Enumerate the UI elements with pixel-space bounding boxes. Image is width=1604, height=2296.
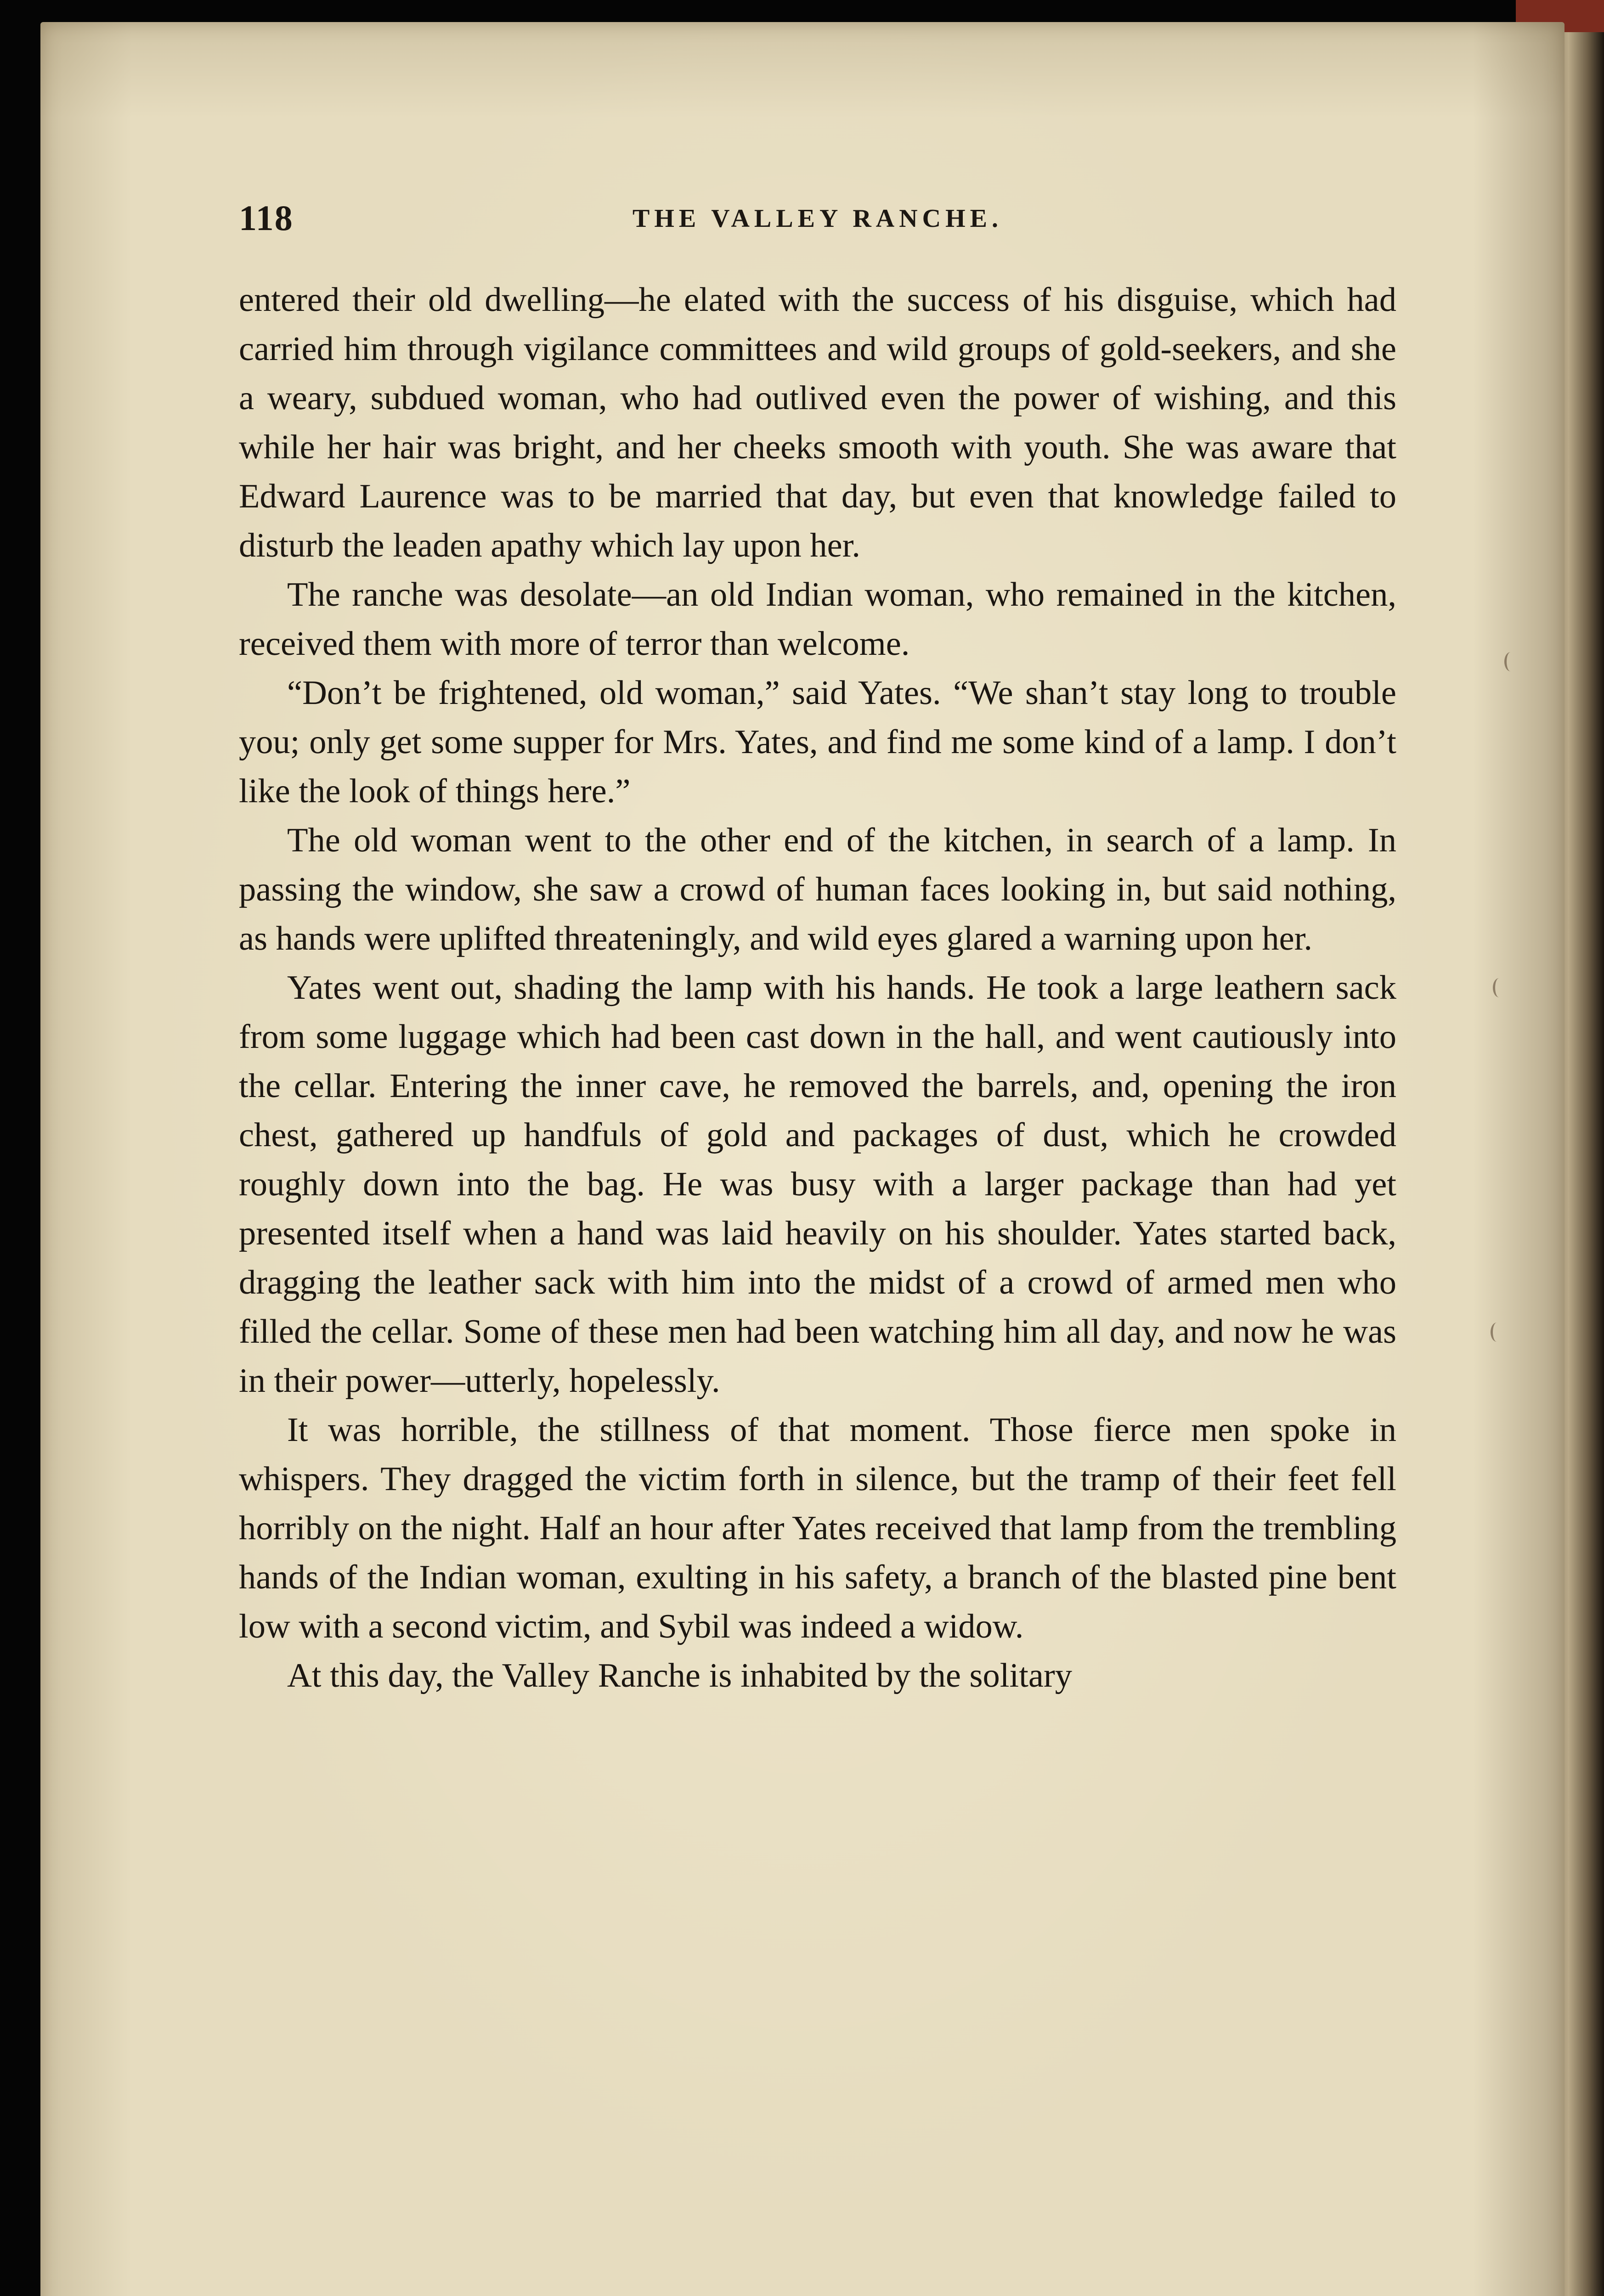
running-title: THE VALLEY RANCHE. — [632, 204, 1003, 233]
paragraph-5: Yates went out, shading the lamp with his hands. He took a large leathern sack from some luggage which had been cast down in the hall, and went cautiously into the cellar. Entering the inner cave, he removed the barrels, and, opening the iron chest, gathered up handfuls of gold and packages of dust, which he crowded roughly down into the bag. He was busy with a larger package than had yet presented itself when a hand was laid heavily on his shoulder. Yates started back, dragging the leather sack with him into the midst of a crowd of armed men who filled the cellar. Some of these men had been watching him all day, and now he was in their power—utterly, hopelessly. — [239, 969, 1396, 1400]
paragraph-6: It was horrible, the stillness of that moment. Those fierce men spoke in whispers. They dragged the victim forth in silence, but the tramp of their feet fell horribly on the night. Half an hour after Yates received that lamp from the trembling hands of the Indian woman, exulting in his safety, a branch of the blasted pine bent low with a second victim, and Sybil was indeed a widow. — [239, 1411, 1396, 1645]
paragraph-3: “Don’t be frightened, old woman,” said Yates. “We shan’t stay long to trouble you; only get some supper for Mrs. Yates, and find me some kind of a lamp. I don’t like the look of things here.” — [239, 674, 1396, 810]
page-text — [239, 276, 1396, 2268]
page-header — [239, 197, 1396, 248]
paragraph-2: The ranche was desolate—an old Indian woman, who remained in the kitchen, received them with more of terror than welcome. — [239, 576, 1396, 663]
page-blemish — [1504, 652, 1517, 671]
paragraph-4: The old woman went to the other end of the kitchen, in search of a lamp. In passing the window, she saw a crowd of human faces looking in, but said nothing, as hands were uplifted threateningly, and wild eyes glared a warning upon her. — [239, 822, 1396, 957]
page-blemish — [1493, 978, 1505, 997]
paragraph-1: entered their old dwelling—he elated with the success of his disguise, which had carried him through vigilance committees and wild groups of gold-seekers, and she a weary, subdued woman, who had outlived even the power of wishing, and this while her hair was bright, and her cheeks smooth with youth. She was aware that Edward Laurence was to be married that day, but even that knowledge failed to disturb the leaden apathy which lay upon her. — [239, 281, 1396, 564]
page-number: 118 — [239, 198, 294, 238]
paragraph-7: At this day, the Valley Ranche is inhabited by the solitary — [287, 1657, 1073, 1694]
page-blemish — [1491, 1322, 1503, 1342]
